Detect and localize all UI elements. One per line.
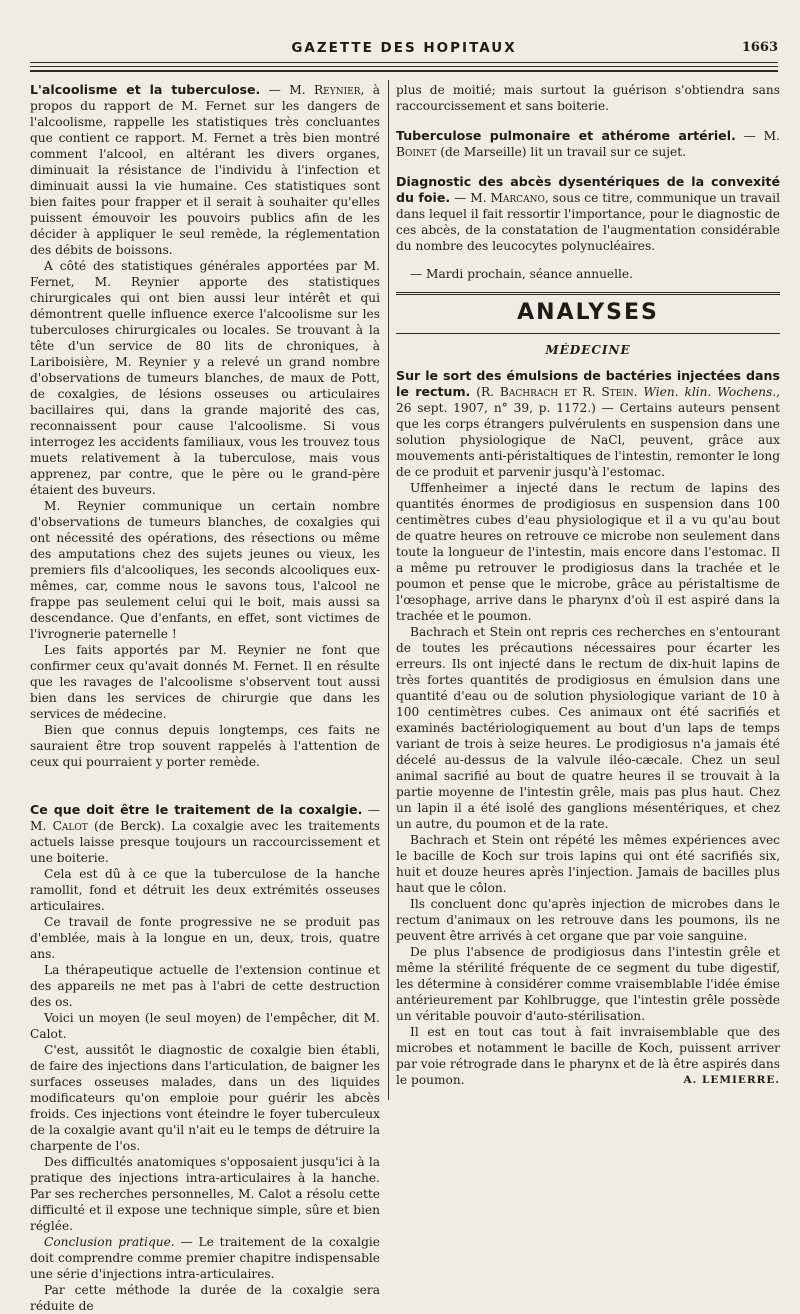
header-rule-middle	[30, 66, 778, 67]
continued-paragraph: plus de moitié; mais surtout la guérison s'obtiendra sans raccourcissement et sans boiterie.	[396, 83, 780, 113]
article-paragraph: Uffenheimer a injecté dans le rectum de lapins des quantités énormes de prodigiosus en suspension dans 100 centimètres cubes d'eau physiologique et il a vu qu'au bout de quatre heures on retrouve ce microbe non seulement dans toute la longueur de l'intestin, mais encore dans l'estomac. Il a même pu retrouver le prodigiosus dans la trachée et le poumon et pense que le microbe, grâce au péristaltisme de l'œsophage, arrive dans le pharynx d'où il est aspiré dans la trachée et le poumon.	[396, 481, 780, 623]
author-name: Boinet	[396, 145, 437, 159]
left-column	[30, 82, 380, 1314]
article-paragraph: Par cette méthode la durée de la coxalgie sera réduite de	[30, 1283, 380, 1313]
article-paragraph: L'alcoolisme et la tuberculose. — M. Reynier, à propos du rapport de M. Fernet sur les dangers de l'alcoolisme, rappelle les statistiques très concluantes que contient ce rapport. M. Fernet a très bien montré comment l'alcool, en altérant les divers organes, diminuait la résistance de l'individu à l'infection et diminuait aussi la vie humaine. Ces statistiques sont bien faites pour frapper et il serait à souhaiter qu'elles puissent émouvoir les pouvoirs publics afin de les décider à appliquer le seul remède, la réglementation des débits de boissons.	[30, 82, 380, 257]
article-paragraph: Voici un moyen (le seul moyen) de l'empêcher, dit M. Calot.	[30, 1011, 380, 1041]
article-heading: Diagnostic des abcès dysentériques de la convexité du foie.	[396, 174, 780, 205]
article-emulsions-bacteries	[396, 368, 780, 1088]
article-paragraph: Ce travail de fonte progressive ne se produit pas d'emblée, mais à la longue en un, deux, trois, quatre ans.	[30, 915, 380, 961]
article-paragraph: De plus l'absence de prodigiosus dans l'intestin grêle et même la stérilité fréquente de ce segment du tube digestif, les détermine à considérer comme vraisemblable l'idée émise antérieurement par Kohlbrugge, que l'intestin grêle possède un véritable pouvoir d'auto-stérilisation.	[396, 945, 780, 1023]
page-number: 1663	[741, 40, 778, 55]
conclusion-label: Conclusion pratique.	[44, 1235, 175, 1249]
article-paragraph: Il est en tout cas tout à fait invraisemblable que des microbes et notamment le bacille de Koch, puissent arriver par voie rétrograde dans le pharynx et de là être aspirés dans le poumon.	[396, 1025, 780, 1087]
page-header	[30, 40, 778, 62]
article-paragraph: C'est, aussitôt le diagnostic de coxalgie bien établi, de faire des injections dans l'articulation, de baigner les surfaces osseuses malades, dans un des liquides modificateurs qu'on emploie pour guérir les abcès froids. Ces injections vont éteindre le foyer tuberculeux de la coxalgie avant qu'il n'ait eu le temps de détruire la charpente de l'os.	[30, 1043, 380, 1153]
article-abces-dysenteriques	[396, 174, 780, 254]
column-divider	[388, 80, 389, 1100]
article-heading: L'alcoolisme et la tuberculose.	[30, 82, 261, 97]
article-paragraph: Bien que connus depuis longtemps, ces faits ne sauraient être trop souvent rappelés à l'attention de ceux qui pourraient y porter remède.	[30, 723, 380, 769]
article-paragraph: A côté des statistiques générales apportées par M. Fernet, M. Reynier apporte des statistiques chirurgicales qui ont bien aussi leur intérêt et qui démontrent quelle influence exerce l'alcoolisme sur les tuberculoses chirurgicales ou locales. Se trouvant à la tête d'un service de 80 lits de chroniques, à Lariboisière, M. Reynier y a relevé un grand nombre d'observations de tumeurs blanches, de maux de Pott, de coxalgies, de lésions osseuses ou articulaires bacillaires qui, dans la grande majorité des cas, reconnaissent pour cause l'alcoolisme. Si vous interrogez les accidents familiaux, vous les trouvez tous muets relativement à la tuberculose, mais vous apprenez, par contre, que le père ou le grand-père étaient des buveurs.	[30, 259, 380, 497]
article-paragraph: Sur le sort des émulsions de bactéries injectées dans le rectum. (R. Bachrach et R. Stein. Wien. klin. Wochens., 26 sept. 1907, n° 39, p. 1172.) — Certains auteurs pensent que les corps étrangers pulvérulents en suspension dans une solution physiologique de NaCl, peuvent, grâce aux mouvements anti-péristaltiques de l'intestin, remonter le long de ce produit et parvenir jusqu'à l'estomac.	[396, 368, 780, 479]
article-heading: Ce que doit être le traitement de la coxalgie.	[30, 802, 363, 817]
article-heading: Tuberculose pulmonaire et athérome artériel.	[396, 128, 736, 143]
section-label: MÉDECINE	[545, 343, 631, 357]
article-alcoolisme	[30, 82, 380, 770]
author-name: R. Bachrach et R. Stein.	[480, 385, 638, 399]
next-session-note: — Mardi prochain, séance annuelle.	[410, 267, 634, 281]
author-name: Calot	[52, 819, 88, 833]
article-paragraph: Ce que doit être le traitement de la coxalgie. — M. Calot (de Berck). La coxalgie avec les traitements actuels laisse presque toujours un raccourcissement et une boiterie.	[30, 802, 380, 865]
header-rule-top	[30, 62, 778, 63]
article-paragraph: Bachrach et Stein ont repris ces recherches en s'entourant de toutes les précautions nécessaires pour écarter les erreurs. Ils ont injecté dans le rectum de dix-huit lapins de très fortes quantités de prodigiosus en émulsion dans une quantité d'eau ou de solution physiologique variant de 10 à 100 centimètres cubes. Ces animaux ont été sacrifiés et examinés bactériologiquement au bout d'un laps de temps variant de trois à seize heures. Le prodigiosus n'a jamais été décelé au-dessus de la valvule iléo-cæcale. Chez un seul animal sacrifié au bout de quatre heures il se trouvait à la partie moyenne de l'intestin grêle, mais pas plus haut. Chez un lapin il a été isolé des ganglions mésentériques, et chez un autre, du poumon et de la rate.	[396, 625, 780, 831]
article-paragraph: Les faits apportés par M. Reynier ne font que confirmer ceux qu'avait donnés M. Fernet. Il en résulte que les ravages de l'alcoolisme s'observent tout aussi bien dans les services de chirurgie que dans les services de médecine.	[30, 643, 380, 721]
article-paragraph: Ils concluent donc qu'après injection de microbes dans le rectum d'animaux on les retrouve dans les poumons, ils ne peuvent être arrivés à cet organe que par voie sanguine.	[396, 897, 780, 943]
article-paragraph: Diagnostic des abcès dysentériques de la convexité du foie. — M. Marcano, sous ce titre, communique un travail dans lequel il fait ressortir l'importance, pour le diagnostic de ces abcès, de la constatation de l'augmentation considérable du nombre des leucocytes polynucléaires.	[396, 174, 780, 253]
section-rule-bottom	[396, 333, 780, 334]
article-paragraph: Cela est dû à ce que la tuberculose de la hanche ramollit, fond et détruit les deux extrémités osseuses articulaires.	[30, 867, 380, 913]
article-heading: Sur le sort des émulsions de bactéries injectées dans le rectum.	[396, 368, 780, 399]
author-name: Marcano	[490, 191, 545, 205]
header-rule-bottom	[30, 70, 778, 72]
article-paragraph: Bachrach et Stein ont répété les mêmes expériences avec le bacille de Koch sur trois lapins qui ont été sacrifiés six, huit et douze heures après l'injection. Jamais de bacilles plus haut que le côlon.	[396, 833, 780, 895]
right-column	[396, 82, 780, 1088]
article-paragraph: M. Reynier communique un certain nombre d'observations de tumeurs blanches, de coxalgies qui ont nécessité des opérations, des résections ou même des amputations chez des sujets jeunes ou vieux, les premiers fils d'alcooliques, les seconds alcooliques eux-mêmes, car, comme nous le savons tous, l'alcool ne frappe pas seulement celui qui le boit, mais aussi sa descendance. Que d'enfants, en effet, sont victimes de l'ivrognerie paternelle !	[30, 499, 380, 641]
author-signature: A. LEMIERRE.	[683, 1074, 780, 1086]
section-rule-top	[396, 292, 780, 295]
journal-name: Wien. klin. Wochens.,	[637, 385, 780, 399]
article-coxalgie	[30, 802, 380, 1314]
analyses-title: ANALYSES	[517, 300, 659, 325]
article-tuberculose-atherome	[396, 128, 780, 160]
author-name: Reynier	[314, 83, 361, 97]
article-paragraph: Conclusion pratique. — Le traitement de la coxalgie doit comprendre comme premier chapitre indispensable une série d'injections intra-articulaires.	[30, 1235, 380, 1281]
article-paragraph: La thérapeutique actuelle de l'extension continue et des appareils ne met pas à l'abri de cette destruction des os.	[30, 963, 380, 1009]
analyses-section-header	[396, 292, 780, 358]
journal-title: GAZETTE DES HOPITAUX	[291, 40, 517, 56]
article-paragraph: Tuberculose pulmonaire et athérome artériel. — M. Boinet (de Marseille) lit un travail sur ce sujet.	[396, 128, 780, 159]
article-paragraph: Des difficultés anatomiques s'opposaient jusqu'ici à la pratique des injections intra-articulaires à la hanche. Par ses recherches personnelles, M. Calot a résolu cette difficulté et il expose une technique simple, sûre et bien réglée.	[30, 1155, 380, 1233]
